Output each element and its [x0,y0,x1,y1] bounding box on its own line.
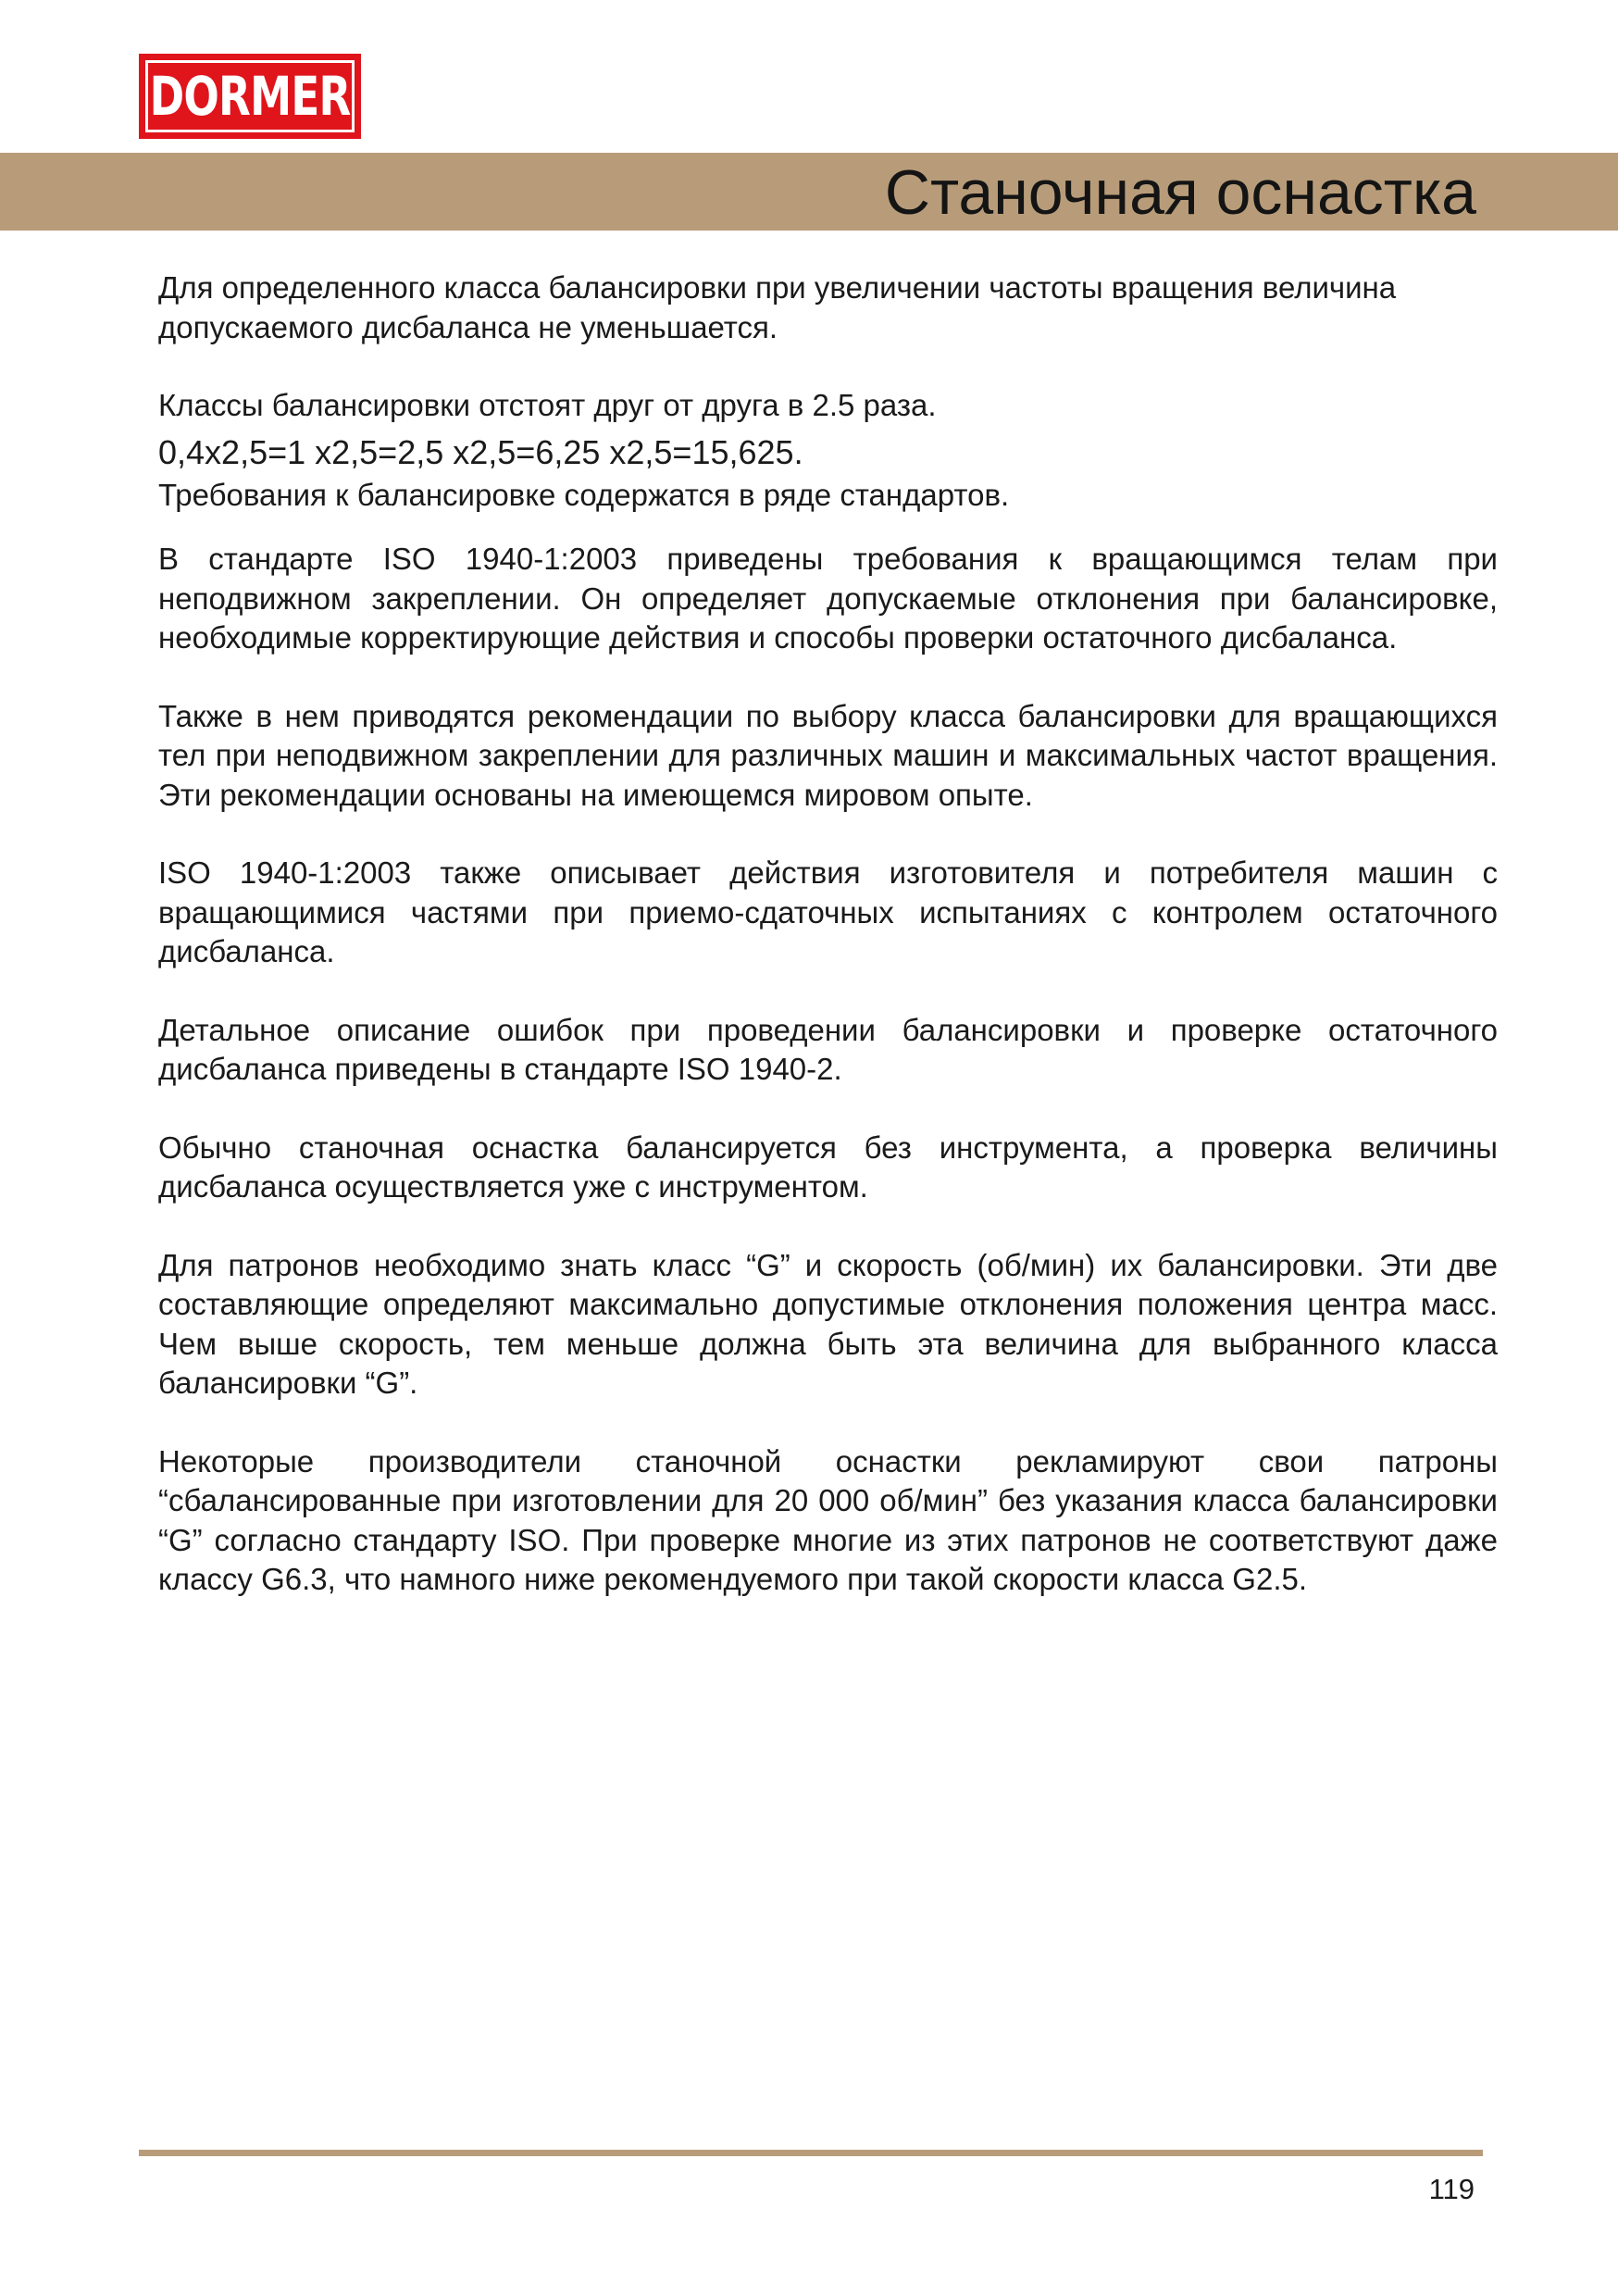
paragraph-5: Также в нем приводятся рекомендации по выбору класса балансировки для вращающихся тел при неподвижном закреплении для различных машин и максимальных частот вращения. Эти рекомендации основаны на имеющемся мировом опыте. [158,698,1498,812]
paragraph-1: Для определенного класса балансировки при увеличении частоты вращения величина допускаемого дисбаланса не уменьшается. [158,270,1397,344]
dormer-logo [139,54,361,139]
paragraph-7: Детальное описание ошибок при проведении балансировки и проверке остаточного дисбаланса приведены в стандарте ISO 1940-2. [158,1012,1498,1086]
page-title: Станочная оснастка [884,157,1476,228]
document-body [158,268,1498,1600]
page-number: 119 [1428,2173,1475,2205]
paragraph-2: Классы балансировки отстоят друг от друга в 2.5 раза. [158,388,937,422]
footer-rule [139,2150,1483,2156]
paragraph-3: Требования к балансировке содержатся в ряде стандартов. [158,477,1010,512]
logo-text: DORMER [149,65,351,128]
paragraph-9: Для патронов необходимо знать класс “G” и скорость (об/мин) их балансировки. Эти две составляющие определяют максимально допустимые отклонения положения центра масс. Чем выше скорость, тем меньше должна быть эта величина для выбранного класса балансировки “G”. [158,1247,1498,1400]
paragraph-8: Обычно станочная оснастка балансируется без инструмента, а проверка величины дисбаланса осуществляется уже с инструментом. [158,1129,1498,1204]
paragraph-6: ISO 1940-1:2003 также описывает действия изготовителя и потребителя машин с вращающимися частями при приемо-сдаточных испытаниях с контролем остаточного дисбаланса. [158,855,1498,968]
paragraph-10: Некоторые производители станочной оснастки рекламируют свои патроны “сбалансированные при изготовлении для 20 000 об/мин” без указания класса балансировки “G” согласно стандарту ISO. При проверке многие из этих патронов не соответствуют даже классу G6.3, что намного ниже рекомендуемого при такой скорости класса G2.5. [158,1443,1498,1596]
paragraph-4: В стандарте ISO 1940-1:2003 приведены требования к вращающимся телам при неподвижном закреплении. Он определяет допускаемые отклонения при балансировке, необходимые корректирующие действия и способы проверки остаточного дисбаланса. [158,542,1498,655]
logo-border [145,60,355,132]
header-bar [0,153,1618,231]
balancing-formula: 0,4x2,5=1 x2,5=2,5 x2,5=6,25 x2,5=15,625. [158,432,803,471]
